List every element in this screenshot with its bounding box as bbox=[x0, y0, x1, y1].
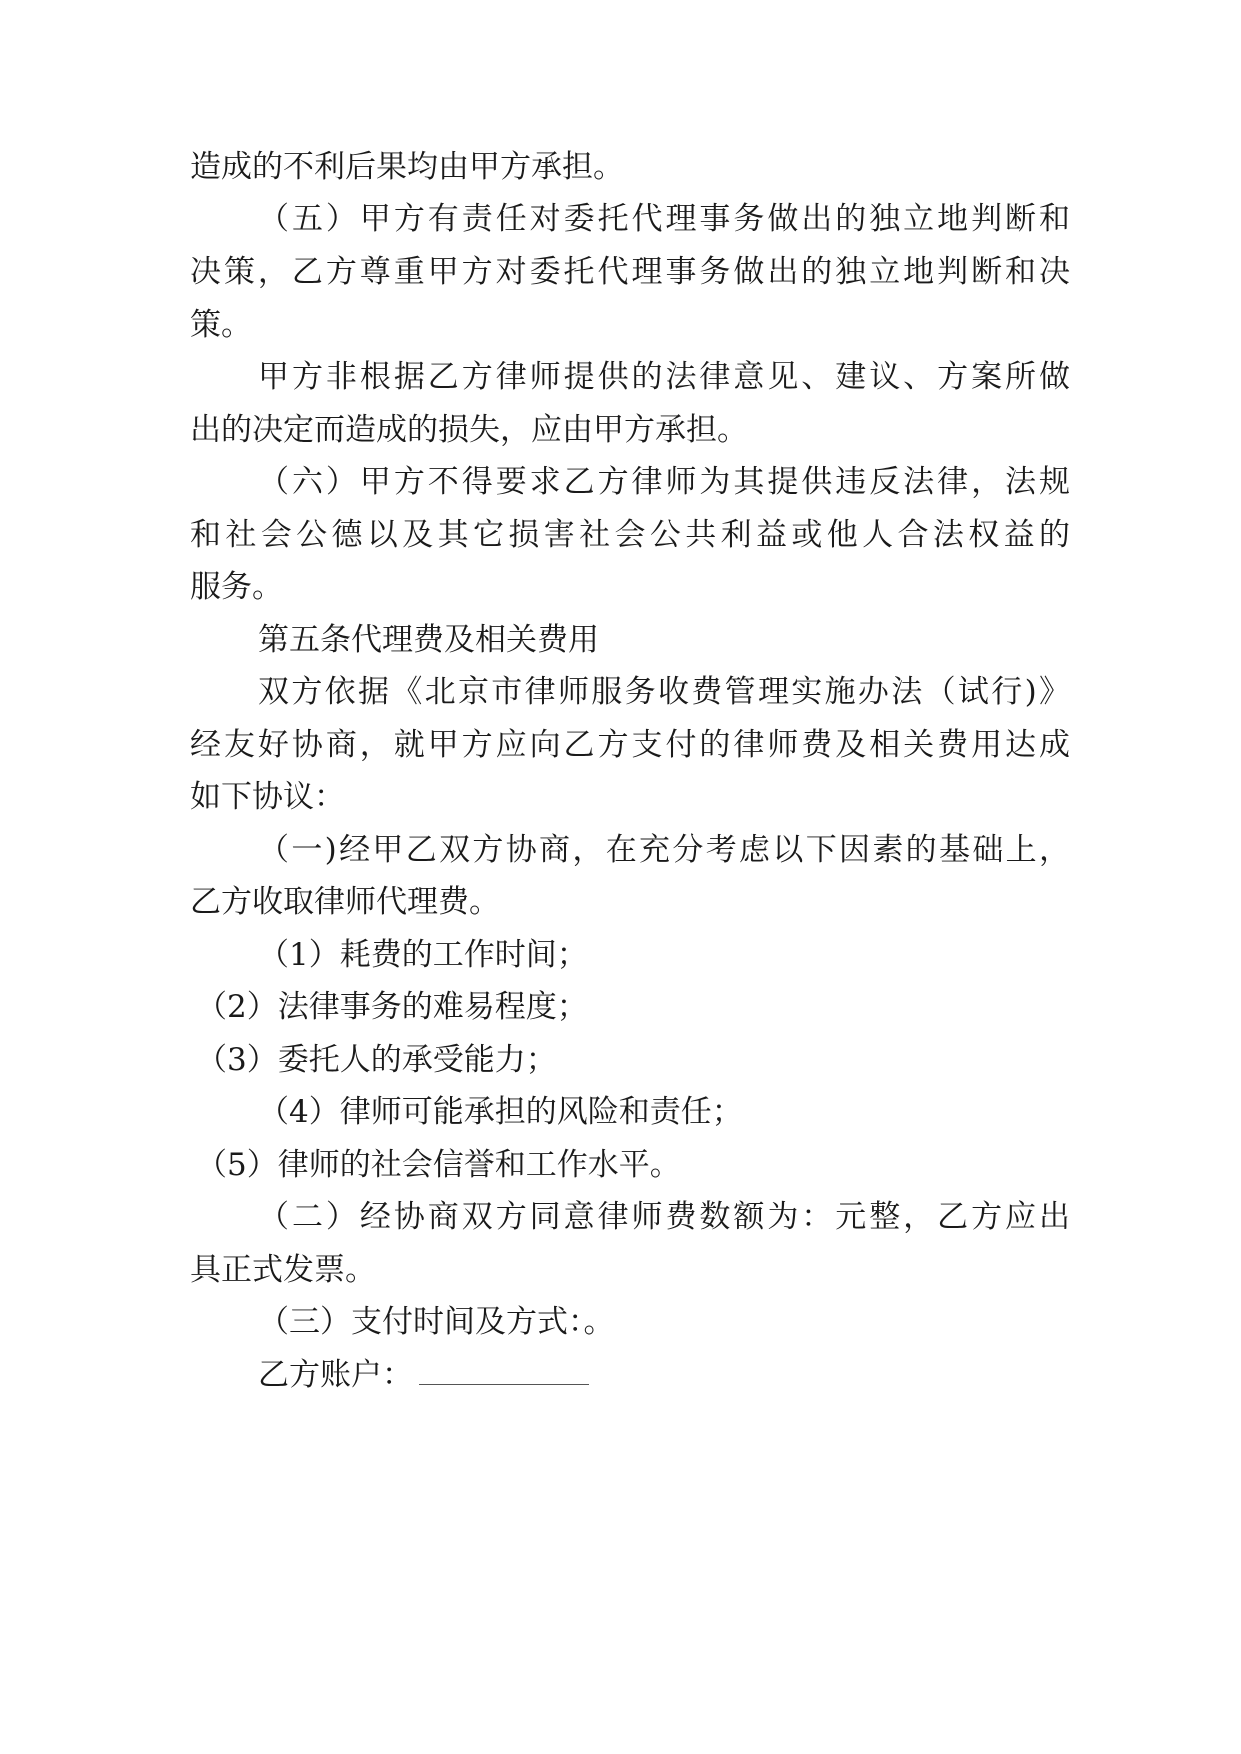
paragraph-line: 服务。 bbox=[190, 569, 283, 605]
paragraph-line: 造成的不利后果均由甲方承担。 bbox=[190, 149, 624, 185]
account-blank-underline bbox=[419, 1356, 589, 1385]
paragraph-line: 具正式发票。 bbox=[190, 1252, 376, 1288]
paragraph-line: 甲方非根据乙方律师提供的法律意见、建议、方案所做 bbox=[258, 359, 1070, 395]
section-heading: 第五条代理费及相关费用 bbox=[258, 622, 599, 658]
paragraph-line: （五）甲方有责任对委托代理事务做出的独立地判断和 bbox=[258, 201, 1070, 237]
list-item: （5）律师的社会信誉和工作水平。 bbox=[196, 1147, 681, 1183]
paragraph-line: （三）支付时间及方式：。 bbox=[258, 1304, 615, 1340]
list-item: （4）律师可能承担的风险和责任； bbox=[258, 1094, 743, 1130]
paragraph-line: 经友好协商，就甲方应向乙方支付的律师费及相关费用达成 bbox=[190, 727, 1070, 763]
paragraph-line: 决策，乙方尊重甲方对委托代理事务做出的独立地判断和决 bbox=[190, 254, 1070, 290]
paragraph-line: （一)经甲乙双方协商，在充分考虑以下因素的基础上， bbox=[258, 832, 1070, 868]
account-line bbox=[258, 1355, 1070, 1395]
paragraph-line: （六）甲方不得要求乙方律师为其提供违反法律，法规 bbox=[258, 464, 1070, 500]
paragraph-line: 双方依据《北京市律师服务收费管理实施办法（试行)》 bbox=[258, 674, 1070, 710]
paragraph-line: 出的决定而造成的损失，应由甲方承担。 bbox=[190, 412, 748, 448]
paragraph-line: （二）经协商双方同意律师费数额为：元整，乙方应出 bbox=[258, 1199, 1070, 1235]
paragraph-line: 和社会公德以及其它损害社会公共利益或他人合法权益的 bbox=[190, 517, 1070, 553]
paragraph-line: 如下协议： bbox=[190, 779, 345, 815]
account-label: 乙方账户： bbox=[258, 1357, 413, 1393]
list-item: （1）耗费的工作时间； bbox=[258, 937, 588, 973]
paragraph-line: 乙方收取律师代理费。 bbox=[190, 884, 500, 920]
paragraph-line: 策。 bbox=[190, 307, 252, 343]
list-item: （2）法律事务的难易程度； bbox=[196, 989, 588, 1025]
list-item: （3）委托人的承受能力； bbox=[196, 1042, 557, 1078]
